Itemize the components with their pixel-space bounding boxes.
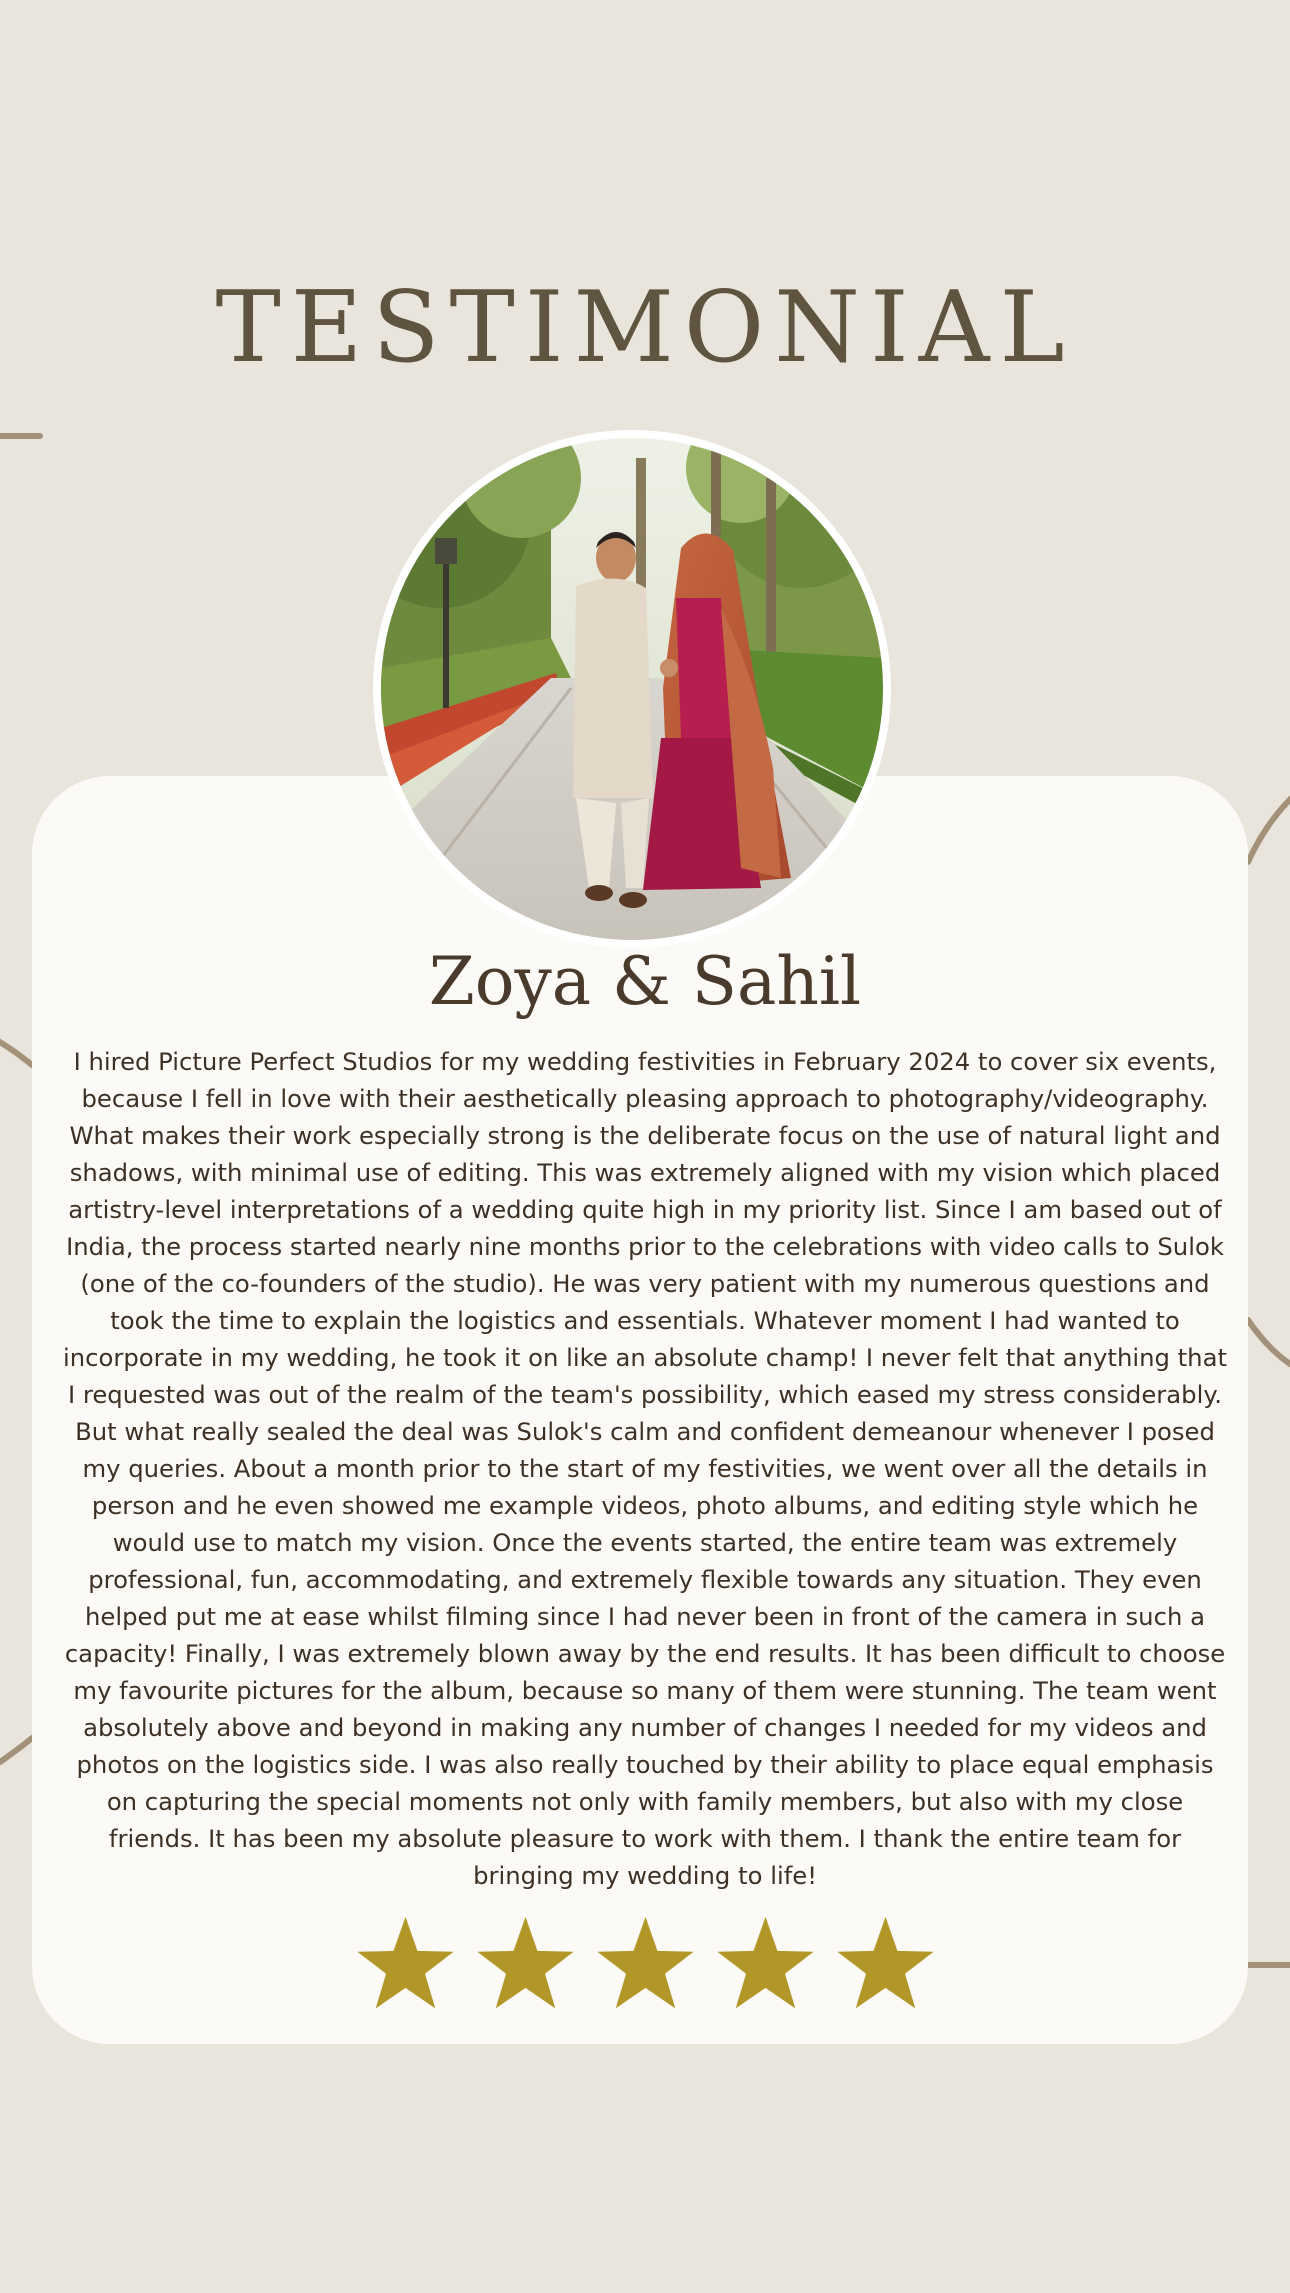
star-icon <box>832 1912 939 2019</box>
couple-photo <box>373 430 891 948</box>
star-icon <box>352 1912 459 2019</box>
accent-arc-right-mid <box>1248 1320 1290 1370</box>
couple-photo-icon <box>381 438 883 940</box>
review-text: I hired Picture Perfect Studios for my wedding festivities in February 2024 to cover six events, because I fell in love with their aesthetically pleasing approach to photography/videography. What makes their work especially strong is the deliberate focus on the use of natural light and shadows, with minimal use of editing. This was extremely aligned with my vision which placed artistry-level interpretations of a wedding quite high in my priority list. Since I am based out of India, the process started nearly nine months prior to the celebrations with video calls to Sulok (one of the co-founders of the studio). He was very patient with my numerous questions and took the time to explain the logistics and essentials. Whatever moment I had wanted to incorporate in my wedding, he took it on like an absolute champ! I never felt that anything that I requested was out of the realm of the team's possibility, which eased my stress considerably. But what really sealed the deal was Sulok's calm and confident demeanour whenever I posed my queries. About a month prior to the start of my festivities, we went over all the details in person and he even showed me example videos, photo albums, and editing style which he would use to match my vision. Once the events started, the entire team was extremely professional, fun, accommodating, and extremely flexible towards any situation. They even helped put me at ease whilst filming since I had never been in front of the camera in such a capacity! Finally, I was extremely blown away by the end results. It has been difficult to choose my favourite pictures for the album, because so many of them were stunning. The team went absolutely above and beyond in making any number of changes I needed for my videos and photos on the logistics side. I was also really touched by their ability to place equal emphasis on capturing the special moments not only with family members, but also with my close friends. It has been my absolute pleasure to work with them. I thank the entire team for bringing my wedding to life! <box>62 1047 1227 1890</box>
star-icon <box>712 1912 819 2019</box>
accent-arc-right-top <box>1248 790 1290 862</box>
star-rating <box>0 1912 1290 2019</box>
page-title: TESTIMONIAL <box>215 271 1075 385</box>
accent-arc-left-bottom <box>0 1738 32 1762</box>
star-icon <box>472 1912 579 2019</box>
couple-names: Zoya & Sahil <box>428 943 862 1020</box>
star-icon <box>592 1912 699 2019</box>
